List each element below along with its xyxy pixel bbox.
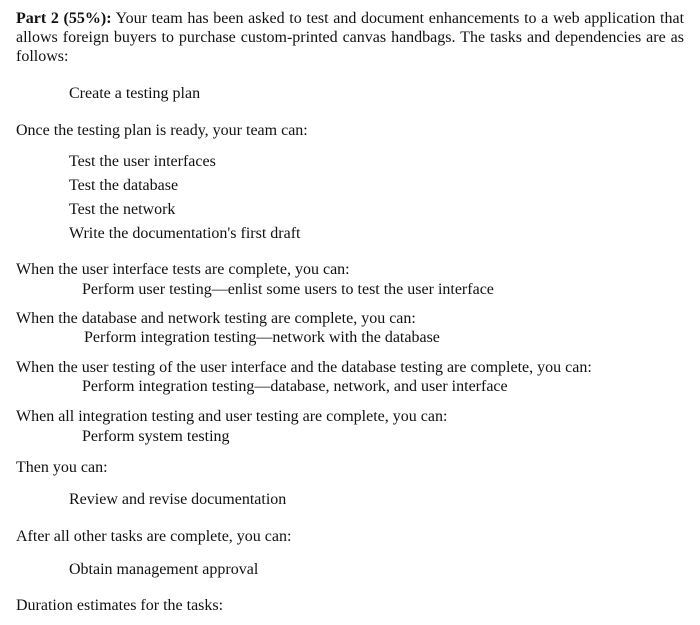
all-integration-intro: When all integration testing and user testing are complete, you can: bbox=[16, 408, 448, 425]
after-all-intro: After all other tasks are complete, you can: bbox=[16, 528, 292, 545]
then-intro: Then you can: bbox=[16, 459, 108, 476]
task-user-testing: Perform user testing—enlist some users to test the user interface bbox=[82, 281, 494, 298]
intro-heading: Part 2 (55%): bbox=[16, 10, 112, 27]
task-write-draft: Write the documentation's first draft bbox=[69, 225, 301, 242]
task-test-network: Test the network bbox=[69, 201, 176, 218]
ut-db-complete-intro: When the user testing of the user interface and the database testing are complete, you can: bbox=[16, 359, 592, 376]
duration-heading: Duration estimates for the tasks: bbox=[16, 597, 224, 614]
task-integration-network-db: Perform integration testing—network with the database bbox=[84, 329, 440, 346]
task-test-database: Test the database bbox=[69, 177, 179, 194]
intro-text: Your team has been asked to test and document enhancements to a web application that allows foreign buyers to purchase custom-printed canvas handbags. The tasks and dependencies are as follows: bbox=[16, 10, 685, 65]
task-create-plan: Create a testing plan bbox=[69, 85, 201, 102]
task-review-docs: Review and revise documentation bbox=[69, 491, 287, 508]
after-plan-intro: Once the testing plan is ready, your team can: bbox=[16, 122, 308, 139]
task-management-approval: Obtain management approval bbox=[69, 561, 259, 578]
task-system-testing: Perform system testing bbox=[82, 428, 230, 445]
db-net-complete-intro: When the database and network testing are complete, you can: bbox=[16, 310, 416, 327]
task-integration-all: Perform integration testing—database, network, and user interface bbox=[82, 378, 508, 395]
task-test-ui: Test the user interfaces bbox=[69, 153, 216, 170]
intro-paragraph bbox=[16, 9, 684, 66]
ui-complete-intro: When the user interface tests are complete, you can: bbox=[16, 261, 350, 278]
